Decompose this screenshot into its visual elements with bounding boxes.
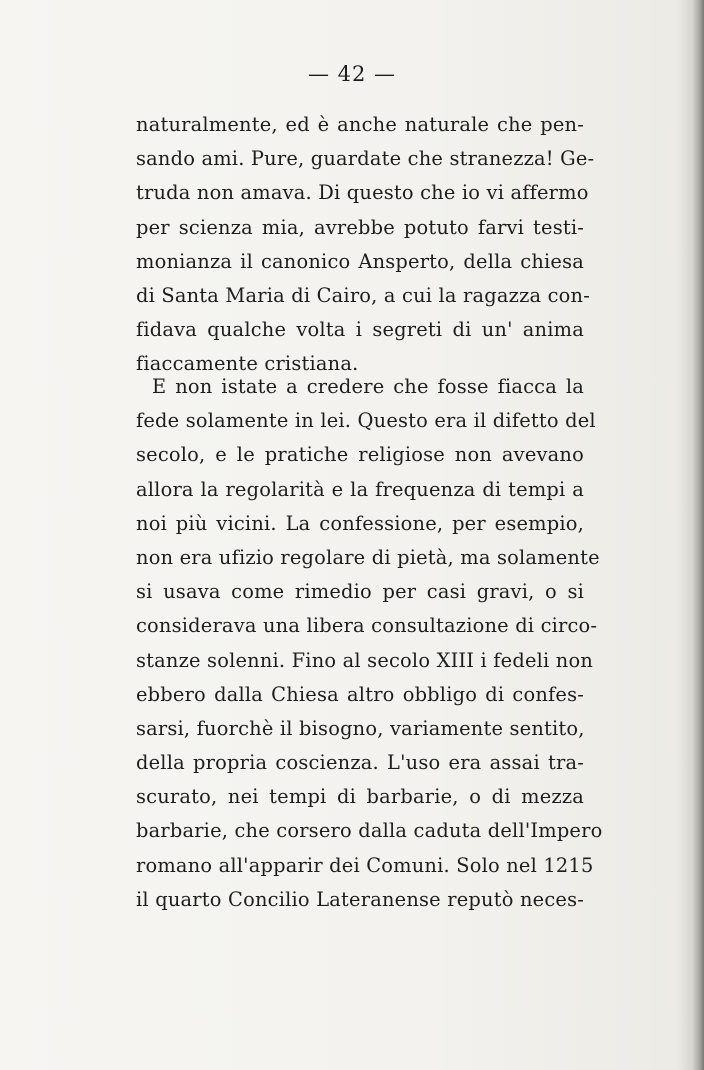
text-line: E non istate a credere che fosse fiacca la bbox=[152, 375, 584, 398]
text-line: truda non amava. Di questo che io vi affermo bbox=[136, 181, 589, 205]
paragraph-1 bbox=[136, 108, 595, 382]
text-line: fidava qualche volta i segreti di un' anima bbox=[136, 318, 584, 342]
text-line: non era ufizio regolare di pietà, ma solamente bbox=[136, 545, 600, 569]
text-line: sando ami. Pure, guardate che stranezza! Ge- bbox=[136, 147, 595, 171]
text-line: monianza il canonico Ansperto, della chiesa bbox=[136, 249, 584, 273]
text-line: romano all'apparir dei Comuni. Solo nel 1215 bbox=[136, 853, 594, 877]
text-line: allora la regolarità e la frequenza di tempi a bbox=[136, 477, 584, 501]
page-edge-shadow bbox=[678, 0, 704, 1070]
text-line: barbarie, che corsero dalla caduta dell'Impero bbox=[136, 819, 603, 843]
text-line: considerava una libera consultazione di circo- bbox=[136, 614, 598, 638]
text-line: ebbero dalla Chiesa altro obbligo di confes- bbox=[136, 682, 584, 706]
text-line: noi più vicini. La confessione, per esempio, bbox=[136, 511, 584, 535]
text-line: fiaccamente cristiana. bbox=[136, 352, 359, 376]
text-line: secolo, e le pratiche religiose non avevano bbox=[136, 443, 584, 467]
text-line: scurato, nei tempi di barbarie, o di mezza bbox=[136, 785, 584, 809]
text-line: stanze solenni. Fino al secolo XIII i fedeli non bbox=[136, 648, 594, 672]
text-line: sarsi, fuorchè il bisogno, variamente sentito, bbox=[136, 716, 585, 740]
page-number: — 42 — bbox=[307, 62, 397, 86]
text-line: il quarto Concilio Lateranense reputò neces- bbox=[136, 887, 584, 911]
text-line: si usava come rimedio per casi gravi, o si bbox=[136, 580, 584, 604]
text-line: fede solamente in lei. Questo era il difetto del bbox=[136, 409, 596, 433]
text-line: per scienza mia, avrebbe potuto farvi testi- bbox=[136, 215, 584, 239]
text-line: naturalmente, ed è anche naturale che pen- bbox=[136, 113, 584, 136]
text-line: di Santa Maria di Cairo, a cui la ragazza con- bbox=[136, 283, 590, 307]
paragraph-2 bbox=[136, 370, 603, 917]
text-line: della propria coscienza. L'uso era assai tra- bbox=[136, 751, 584, 775]
